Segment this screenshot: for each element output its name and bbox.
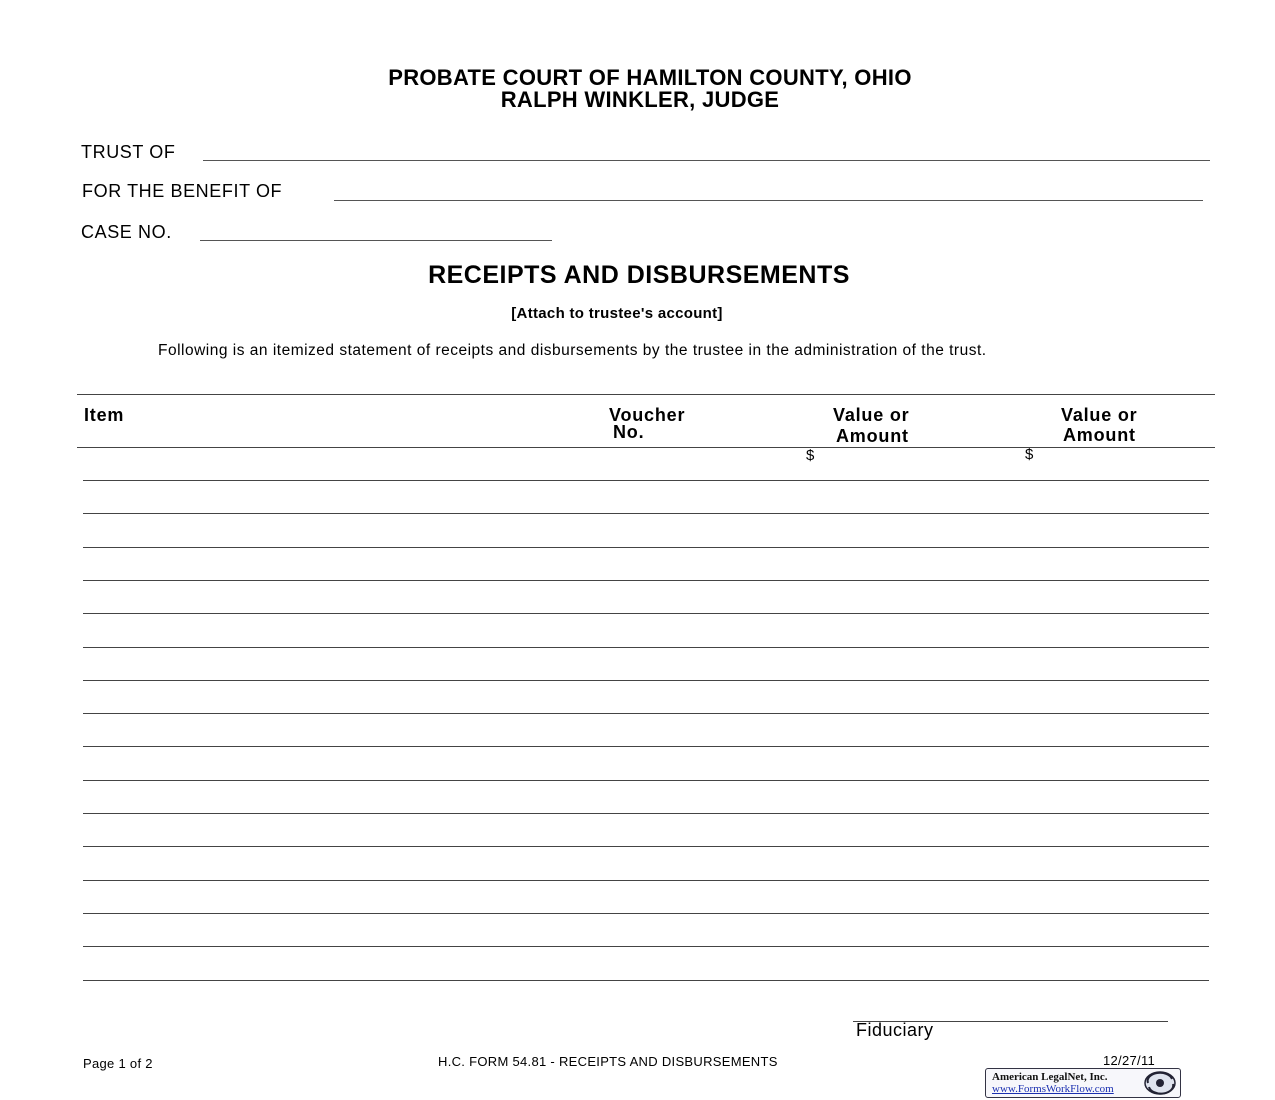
fiduciary-label: Fiduciary	[856, 1020, 934, 1040]
page-number: Page 1 of 2	[83, 1056, 153, 1071]
form-number: H.C. FORM 54.81 - RECEIPTS AND DISBURSEMENTS	[438, 1054, 778, 1069]
table-row[interactable]	[83, 547, 1209, 548]
table-row[interactable]	[83, 880, 1209, 881]
col-voucher-header-line1: Voucher	[609, 405, 686, 425]
table-row[interactable]	[83, 913, 1209, 914]
currency-symbol-col1: $	[806, 447, 815, 464]
col-voucher-header-line2: No.	[613, 422, 645, 442]
trust-of-line[interactable]	[203, 160, 1210, 161]
table-row[interactable]	[83, 846, 1209, 847]
globe-icon	[1143, 1070, 1177, 1096]
american-legalnet-logo[interactable]	[985, 1068, 1181, 1098]
case-no-line[interactable]	[200, 240, 552, 241]
currency-symbol-col2: $	[1025, 446, 1034, 463]
benefit-of-label: FOR THE BENEFIT OF	[82, 181, 283, 201]
logo-company-name: American LegalNet, Inc.	[992, 1071, 1108, 1083]
court-title: PROBATE COURT OF HAMILTON COUNTY, OHIO	[388, 65, 912, 90]
case-no-label: CASE NO.	[81, 222, 172, 242]
table-row[interactable]	[83, 580, 1209, 581]
attach-note: [Attach to trustee's account]	[511, 305, 723, 322]
section-title: RECEIPTS AND DISBURSEMENTS	[428, 261, 850, 289]
table-row[interactable]	[83, 780, 1209, 781]
table-row[interactable]	[83, 746, 1209, 747]
col-value1-header-line2: Amount	[836, 426, 909, 446]
benefit-of-line[interactable]	[334, 200, 1203, 201]
table-row[interactable]	[83, 647, 1209, 648]
logo-url-link[interactable]: www.FormsWorkFlow.com	[992, 1083, 1114, 1095]
table-row[interactable]	[83, 613, 1209, 614]
table-top-rule	[77, 394, 1215, 395]
intro-paragraph: Following is an itemized statement of receipts and disbursements by the trustee in the administration of the trust.	[158, 342, 987, 359]
table-row[interactable]	[83, 813, 1209, 814]
form-date: 12/27/11	[1103, 1053, 1156, 1068]
col-value2-header-line1: Value or	[1061, 405, 1138, 425]
col-value2-header-line2: Amount	[1063, 425, 1136, 445]
table-header-rule	[77, 447, 1215, 448]
col-item-header: Item	[84, 405, 125, 425]
table-row[interactable]	[83, 680, 1209, 681]
table-row[interactable]	[83, 946, 1209, 947]
table-row[interactable]	[83, 480, 1209, 481]
trust-of-label: TRUST OF	[81, 142, 176, 162]
table-row[interactable]	[83, 980, 1209, 981]
col-value1-header-line1: Value or	[833, 405, 910, 425]
table-row[interactable]	[83, 513, 1209, 514]
table-row[interactable]	[83, 713, 1209, 714]
judge-name: RALPH WINKLER, JUDGE	[500, 87, 780, 112]
